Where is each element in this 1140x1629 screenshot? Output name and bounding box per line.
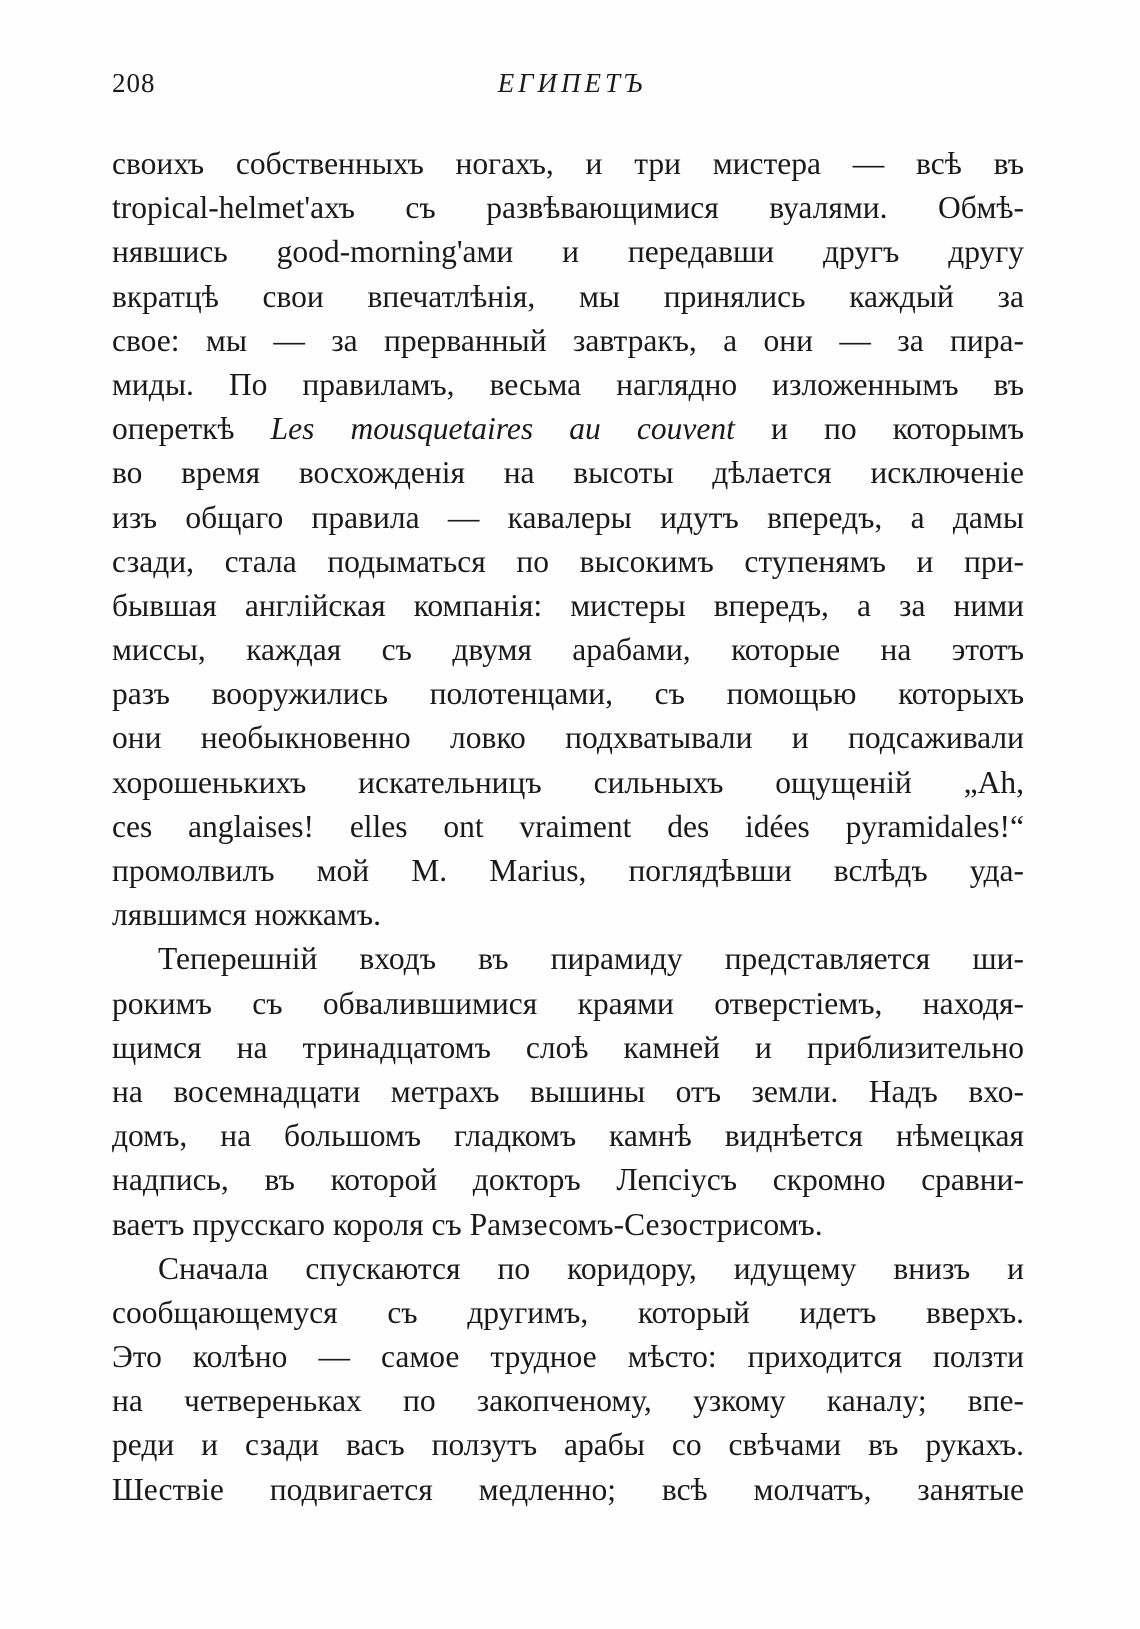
text-line: разъ вооружились полотенцами, съ помощью которыхъ	[112, 676, 1024, 712]
text-line: изъ общаго правила — кавалеры идутъ впередъ, а дамы	[112, 499, 1024, 535]
text-line: они необыкновенно ловко подхватывали и подсаживали	[112, 720, 1024, 756]
text-line: хорошенькихъ искательницъ сильныхъ ощущеній „Ah,	[112, 764, 1024, 800]
body-text	[112, 142, 1024, 1512]
text-line: миссы, каждая съ двумя арабами, которые на этотъ	[112, 632, 1024, 668]
text-line: во время восхожденія на высоты дѣлается исключеніе	[112, 455, 1024, 491]
page-number: 208	[112, 68, 156, 98]
text-line: tropical-helmet'ахъ съ развѣвающимися вуалями. Обмѣ-	[112, 190, 1024, 226]
running-title: ЕГИПЕТЪ	[497, 68, 647, 98]
text-line: свое: мы — за прерванный завтракъ, а они — за пира-	[112, 322, 1024, 358]
text-line: надпись, въ которой докторъ Лепсіусъ скромно сравни-	[112, 1162, 1024, 1198]
text-line: ваетъ прусскаго короля съ Рамзесомъ-Сезострисомъ.	[112, 1206, 823, 1242]
text-line: своихъ собственныхъ ногахъ, и три мистера — всѣ въ	[112, 146, 1024, 181]
text-line: сообщающемуся съ другимъ, который идетъ вверхъ.	[112, 1294, 1024, 1330]
text-line: домъ, на большомъ гладкомъ камнѣ виднѣется нѣмецкая	[112, 1118, 1024, 1154]
paragraph-start-line: Сначала спускаются по коридору, идущему внизъ и	[158, 1250, 1024, 1286]
text-line: рокимъ съ обвалившимися краями отверстіемъ, находя-	[112, 985, 1024, 1021]
text-line: ces anglaises! elles ont vraiment des idées pyramidales!“	[112, 808, 1024, 844]
italic-title: Les mousquetaires au couvent	[270, 411, 735, 447]
text-fragment: опереткѣ	[112, 411, 271, 447]
text-line: бывшая англійская компанія: мистеры впередъ, а за ними	[112, 587, 1024, 623]
text-line: щимся на тринадцатомъ слоѣ камней и приблизительно	[112, 1029, 1024, 1065]
page-header	[112, 68, 1032, 108]
text-line: нявшись good-morning'ами и передавши другъ другу	[112, 234, 1024, 270]
text-line: на восемнадцати метрахъ вышины отъ земли. Надъ вхо-	[112, 1073, 1024, 1109]
text-line: лявшимся ножкамъ.	[112, 897, 381, 933]
text-line: промолвилъ мой M. Marius, поглядѣвши вслѣдъ уда-	[112, 853, 1024, 888]
text-line-with-italic	[112, 407, 1024, 451]
text-line: на четвереньках по закопченому, узкому каналу; впе-	[112, 1383, 1024, 1419]
text-line: Шествіе подвигается медленно; всѣ молчатъ, занятые	[112, 1471, 1024, 1507]
paragraph-start-line: Теперешній входъ въ пирамиду представляется ши-	[158, 941, 1024, 977]
text-line: миды. По правиламъ, весьма наглядно изложеннымъ въ	[112, 366, 1024, 402]
text-line: сзади, стала подыматься по высокимъ ступенямъ и при-	[112, 543, 1024, 579]
text-line: вкратцѣ свои впечатлѣнія, мы принялись каждый за	[112, 278, 1024, 314]
text-line: Это колѣно — самое трудное мѣсто: приходится ползти	[112, 1339, 1024, 1375]
text-line: реди и сзади васъ ползутъ арабы со свѣчами въ рукахъ.	[112, 1427, 1024, 1463]
text-fragment: и по которымъ	[734, 411, 1024, 447]
